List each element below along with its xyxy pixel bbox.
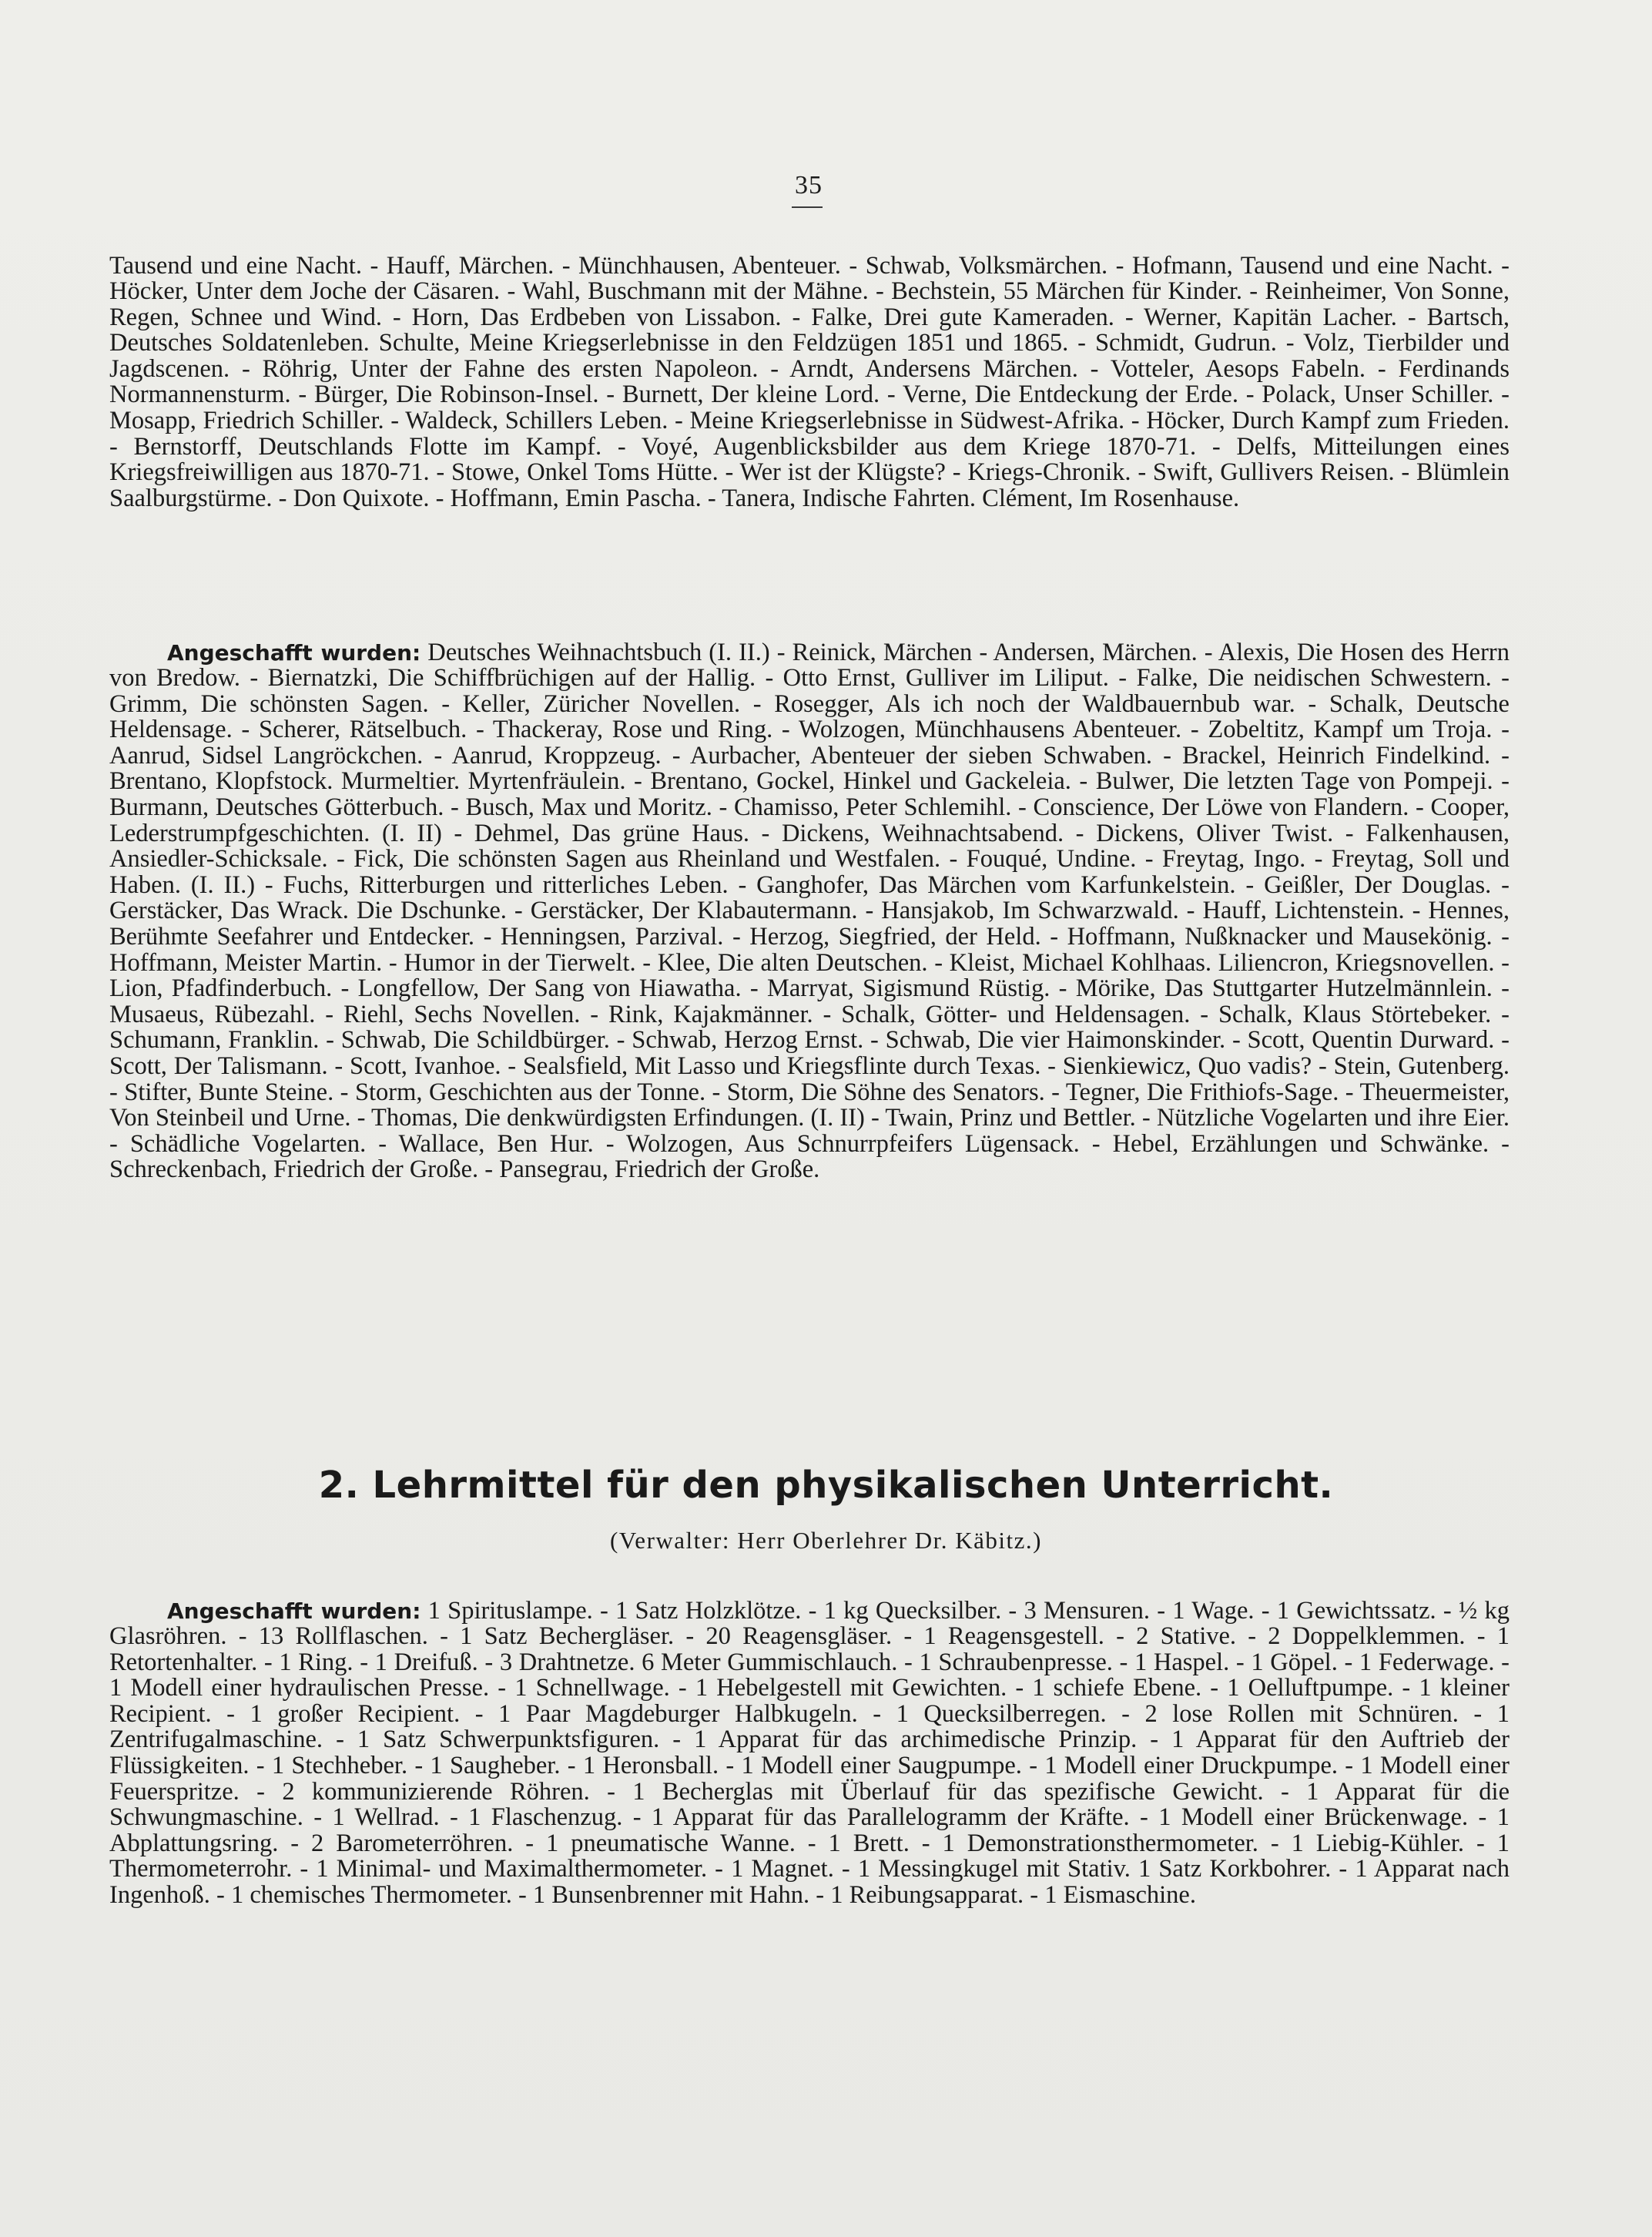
section-administrator: (Verwalter: Herr Oberlehrer Dr. Käbitz.) bbox=[610, 1527, 1042, 1554]
acquired-equipment-label: Angeschafft wurden: bbox=[167, 1598, 421, 1624]
section-heading: 2. Lehrmittel für den physikalischen Unterricht. bbox=[318, 1464, 1334, 1507]
acquired-equipment-list: 1 Spirituslampe. - 1 Satz Holzklötze. - 1 kg Quecksilber. - 3 Mensuren. - 1 Wage. - 1 Gewichtssatz. - ½ kg Glasröhren. - 13 Rollflaschen. - 1 Satz Bechergläser. - 20 Reagensgläser. - 1 Reagensgestell. - 2 Stative. - 2 Doppelklemmen. - 1 Retortenhalter. - 1 Ring. - 1 Dreifuß. - 3 Drahtnetze. 6 Meter Gummischlauch. - 1 Schraubenpresse. - 1 Haspel. - 1 Göpel. - 1 Federwage. - 1 Modell einer hydraulischen Presse. - 1 Schnellwage. - 1 Hebelgestell mit Gewichten. - 1 schiefe Ebene. - 1 Oelluftpumpe. - 1 kleiner Recipient. - 1 großer Recipient. - 1 Paar Magdeburger Halbkugeln. - 1 Quecksilberregen. - 2 lose Rollen mit Schnüren. - 1 Zentrifugalmaschine. - 1 Satz Schwerpunktsfiguren. - 1 Apparat für das archimedische Prinzip. - 1 Apparat für den Auftrieb der Flüssigkeiten. - 1 Stechheber. - 1 Saugheber. - 1 Heronsball. - 1 Modell einer Saugpumpe. - 1 Modell einer Druckpumpe. - 1 Modell einer Feuerspritze. - 2 kommunizierende Röhren. - 1 Becherglas mit Überlauf für das spezifische Gewicht. - 1 Apparat für die Schwungmaschine. - 1 Wellrad. - 1 Flaschenzug. - 1 Apparat für das Parallelogramm der Kräfte. - 1 Modell einer Brückenwage. - 1 Abplattungsring. - 2 Barometerröhren. - 1 pneumatische Wanne. - 1 Brett. - 1 Demonstrationsthermometer. - 1 Liebig-Kühler. - 1 Thermometerrohr. - 1 Minimal- und Maximalthermometer. - 1 Magnet. - 1 Messingkugel mit Stativ. 1 Satz Korkbohrer. - 1 Apparat nach Ingenhoß. - 1 chemisches Thermometer. - 1 Bunsenbrenner mit Hahn. - 1 Reibungsapparat. - 1 Eismaschine. bbox=[109, 1596, 1510, 1910]
continued-book-list: Tausend und eine Nacht. - Hauff, Märchen. - Münchhausen, Abenteuer. - Schwab, Volksmärchen. - Hofmann, Tausend und eine Nacht. - Höcker, Unter dem Joche der Cäsaren. - Wahl, Buschmann mit der Mähne. - Bechstein, 55 Märchen für Kinder. - Reinheimer, Von Sonne, Regen, Schnee und Wind. - Horn, Das Erdbeben von Lissabon. - Falke, Drei gute Kameraden. - Werner, Kapitän Lacher. - Bartsch, Deutsches Soldatenleben. Schulte, Meine Kriegserlebnisse in den Feldzügen 1851 und 1865. - Schmidt, Gudrun. - Volz, Tierbilder und Jagdscenen. - Röhrig, Unter der Fahne des ersten Napoleon. - Arndt, Andersens Märchen. - Votteler, Aesops Fabeln. - Ferdinands Normannensturm. - Bürger, Die Robinson-Insel. - Burnett, Der kleine Lord. - Verne, Die Entdeckung der Erde. - Polack, Unser Schiller. - Mosapp, Friedrich Schiller. - Waldeck, Schillers Leben. - Meine Kriegserlebnisse in Südwest-Afrika. - Höcker, Durch Kampf zum Frieden. - Bernstorff, Deutschlands Flotte im Kampf. - Voyé, Augenblicksbilder aus dem Kriege 1870-71. - Delfs, Mitteilungen eines Kriegsfreiwilligen aus 1870-71. - Stowe, Onkel Toms Hütte. - Wer ist der Klügste? - Kriegs-Chronik. - Swift, Gullivers Reisen. - Blümlein Saalburgstürme. - Don Quixote. - Hoffmann, Emin Pascha. - Tanera, Indische Fahrten. Clément, Im Rosenhause. bbox=[109, 251, 1510, 512]
page-number: 35 bbox=[795, 171, 823, 200]
acquired-books-label: Angeschafft wurden: bbox=[167, 639, 421, 666]
acquired-equipment-paragraph bbox=[109, 1598, 1510, 1909]
page-number-underline bbox=[792, 206, 823, 208]
acquired-books-paragraph bbox=[109, 640, 1510, 1183]
acquired-books-list: Deutsches Weihnachtsbuch (I. II.) - Reinick, Märchen - Andersen, Märchen. - Alexis, Die Hosen des Herrn von Bredow. - Biernatzki, Die Schiffbrüchigen auf der Hallig. - Otto Ernst, Gulliver im Liliput. - Falke, Die neidischen Schwestern. - Grimm, Die schönsten Sagen. - Keller, Züricher Novellen. - Rosegger, Als ich noch der Waldbauernbub war. - Schalk, Deutsche Heldensage. - Scherer, Rätselbuch. - Thackeray, Rose und Ring. - Wolzogen, Münchhausens Abenteuer. - Zobeltitz, Kampf um Troja. - Aanrud, Sidsel Langröckchen. - Aanrud, Kroppzeug. - Aurbacher, Abenteuer der sieben Schwaben. - Brackel, Heinrich Findelkind. - Brentano, Klopfstock. Murmeltier. Myrtenfräulein. - Brentano, Gockel, Hinkel und Gackeleia. - Bulwer, Die letzten Tage von Pompeji. - Burmann, Deutsches Götterbuch. - Busch, Max und Moritz. - Chamisso, Peter Schlemihl. - Conscience, Der Löwe von Flandern. - Cooper, Lederstrumpfgeschichten. (I. II) - Dehmel, Das grüne Haus. - Dickens, Weihnachtsabend. - Dickens, Oliver Twist. - Falkenhausen, Ansiedler-Schicksale. - Fick, Die schönsten Sagen aus Rheinland und Westfalen. - Fouqué, Undine. - Freytag, Ingo. - Freytag, Soll und Haben. (I. II.) - Fuchs, Ritterburgen und ritterliches Leben. - Ganghofer, Das Märchen vom Karfunkelstein. - Geißler, Der Douglas. - Gerstäcker, Das Wrack. Die Dschunke. - Gerstäcker, Der Klabautermann. - Hansjakob, Im Schwarzwald. - Hauff, Lichtenstein. - Hennes, Berühmte Seefahrer und Entdecker. - Henningsen, Parzival. - Herzog, Siegfried, der Held. - Hoffmann, Nußknacker und Mausekönig. - Hoffmann, Meister Martin. - Humor in der Tierwelt. - Klee, Die alten Deutschen. - Kleist, Michael Kohlhaas. Liliencron, Kriegsnovellen. - Lion, Pfadfinderbuch. - Longfellow, Der Sang von Hiawatha. - Marryat, Sigismund Rüstig. - Mörike, Das Stuttgarter Hutzelmännlein. - Musaeus, Rübezahl. - Riehl, Sechs Novellen. - Rink, Kajakmänner. - Schalk, Götter- und Heldensagen. - Schalk, Klaus Störtebeker. - Schumann, Franklin. - Schwab, Die Schildbürger. - Schwab, Herzog Ernst. - Schwab, Die vier Haimonskinder. - Scott, Quentin Durward. - Scott, Der Talismann. - Scott, Ivanhoe. - Sealsfield, Mit Lasso und Kriegsflinte durch Texas. - Sienkiewicz, Quo vadis? - Stein, Gutenberg. - Stifter, Bunte Steine. - Storm, Geschichten aus der Tonne. - Storm, Die Söhne des Senators. - Tegner, Die Frithiofs-Sage. - Theuermeister, Von Steinbeil und Urne. - Thomas, Die denkwürdigsten Erfindungen. (I. II) - Twain, Prinz und Bettler. - Nützliche Vogelarten und ihre Eier. - Schädliche Vogelarten. - Wallace, Ben Hur. - Wolzogen, Aus Schnurrpfeifers Lügensack. - Hebel, Erzählungen und Schwänke. - Schreckenbach, Friedrich der Große. - Pansegrau, Friedrich der Große. bbox=[109, 638, 1510, 1184]
